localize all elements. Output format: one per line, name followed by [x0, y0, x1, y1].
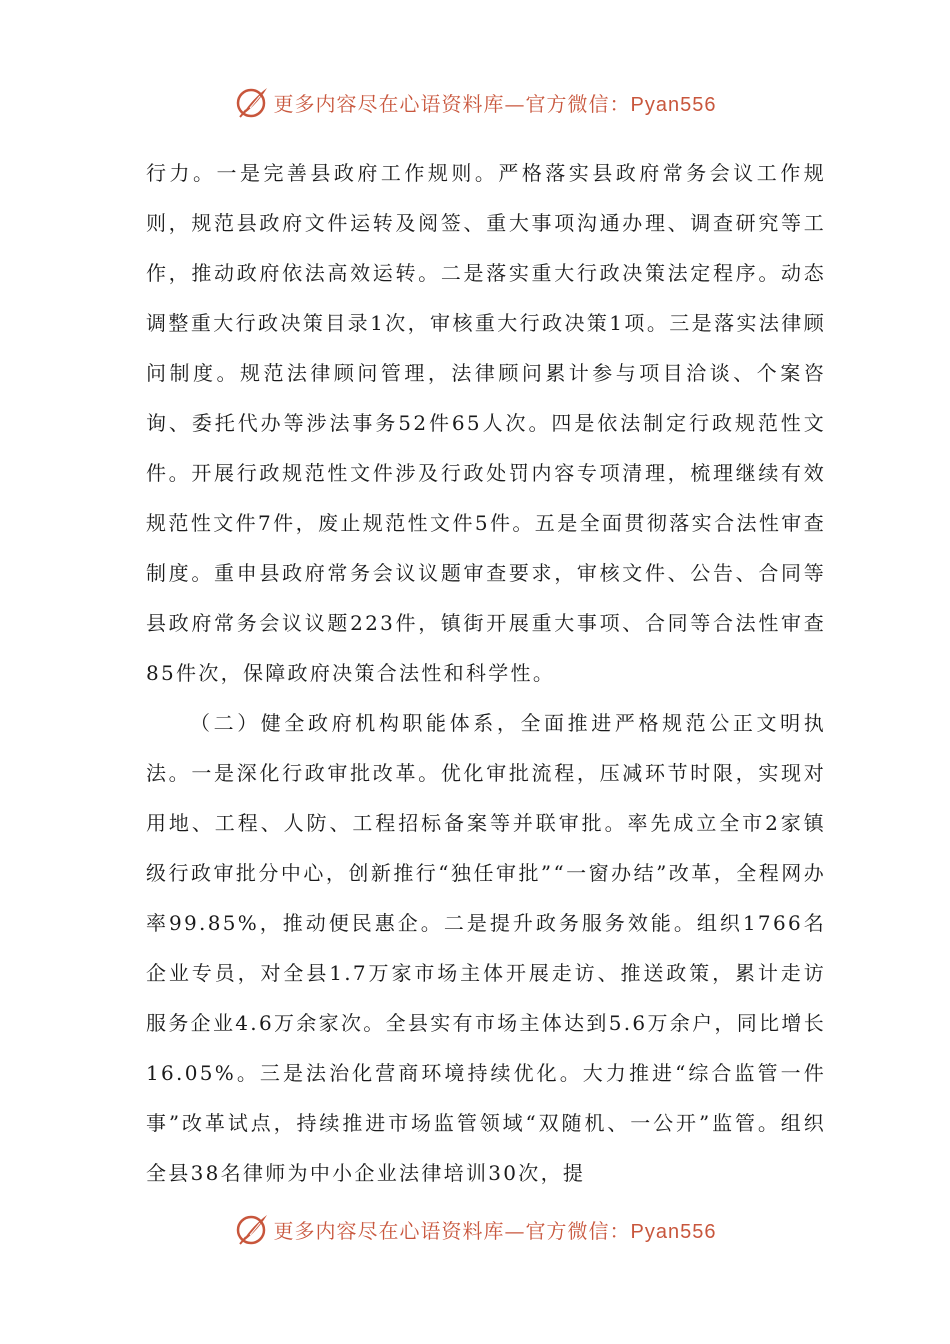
document-body [146, 148, 826, 1198]
footer-banner [0, 1209, 950, 1249]
footer-wechat-id: Pyan556 [630, 1220, 717, 1243]
footer-banner-text [274, 1215, 717, 1244]
body-paragraph-1: 行力。一是完善县政府工作规则。严格落实县政府常务会议工作规则，规范县政府文件运转及阅签、重大事项沟通办理、调查研究等工作，推动政府依法高效运转。二是落实重大行政决策法定程序。动态调整重大行政决策目录1次，审核重大行政决策1项。三是落实法律顾问制度。规范法律顾问管理，法律顾问累计参与项目洽谈、个案咨询、委托代办等涉法事务52件65人次。四是依法制定行政规范性文件。开展行政规范性文件涉及行政处罚内容专项清理，梳理继续有效规范性文件7件，废止规范性文件5件。五是全面贯彻落实合法性审查制度。重申县政府常务会议议题审查要求，审核文件、公告、合同等县政府常务会议议题223件，镇街开展重大事项、合同等合法性审查85件次，保障政府决策合法性和科学性。 [146, 161, 826, 685]
quill-logo-icon [234, 84, 270, 120]
header-banner-text [274, 88, 717, 117]
body-paragraph-2: （二）健全政府机构职能体系，全面推进严格规范公正文明执法。一是深化行政审批改革。优化审批流程，压减环节时限，实现对用地、工程、人防、工程招标备案等并联审批。率先成立全市2家镇级行政审批分中心，创新推行“独任审批”“一窗办结”改革，全程网办率99.85%，推动便民惠企。二是提升政务服务效能。组织1766名企业专员，对全县1.7万家市场主体开展走访、推送政策，累计走访服务企业4.6万余家次。全县实有市场主体达到5.6万余户，同比增长16.05%。三是法治化营商环境持续优化。大力推进“综合监管一件事”改革试点，持续推进市场监管领域“双随机、一公开”监管。组织全县38名律师为中小企业法律培训30次，提 [146, 711, 826, 1185]
header-wechat-id: Pyan556 [630, 93, 717, 116]
quill-logo-icon [234, 1211, 270, 1247]
header-banner [0, 82, 950, 122]
footer-banner-label: 更多内容尽在心语资料库—官方微信： [273, 1218, 631, 1243]
header-banner-label: 更多内容尽在心语资料库—官方微信： [273, 91, 631, 116]
